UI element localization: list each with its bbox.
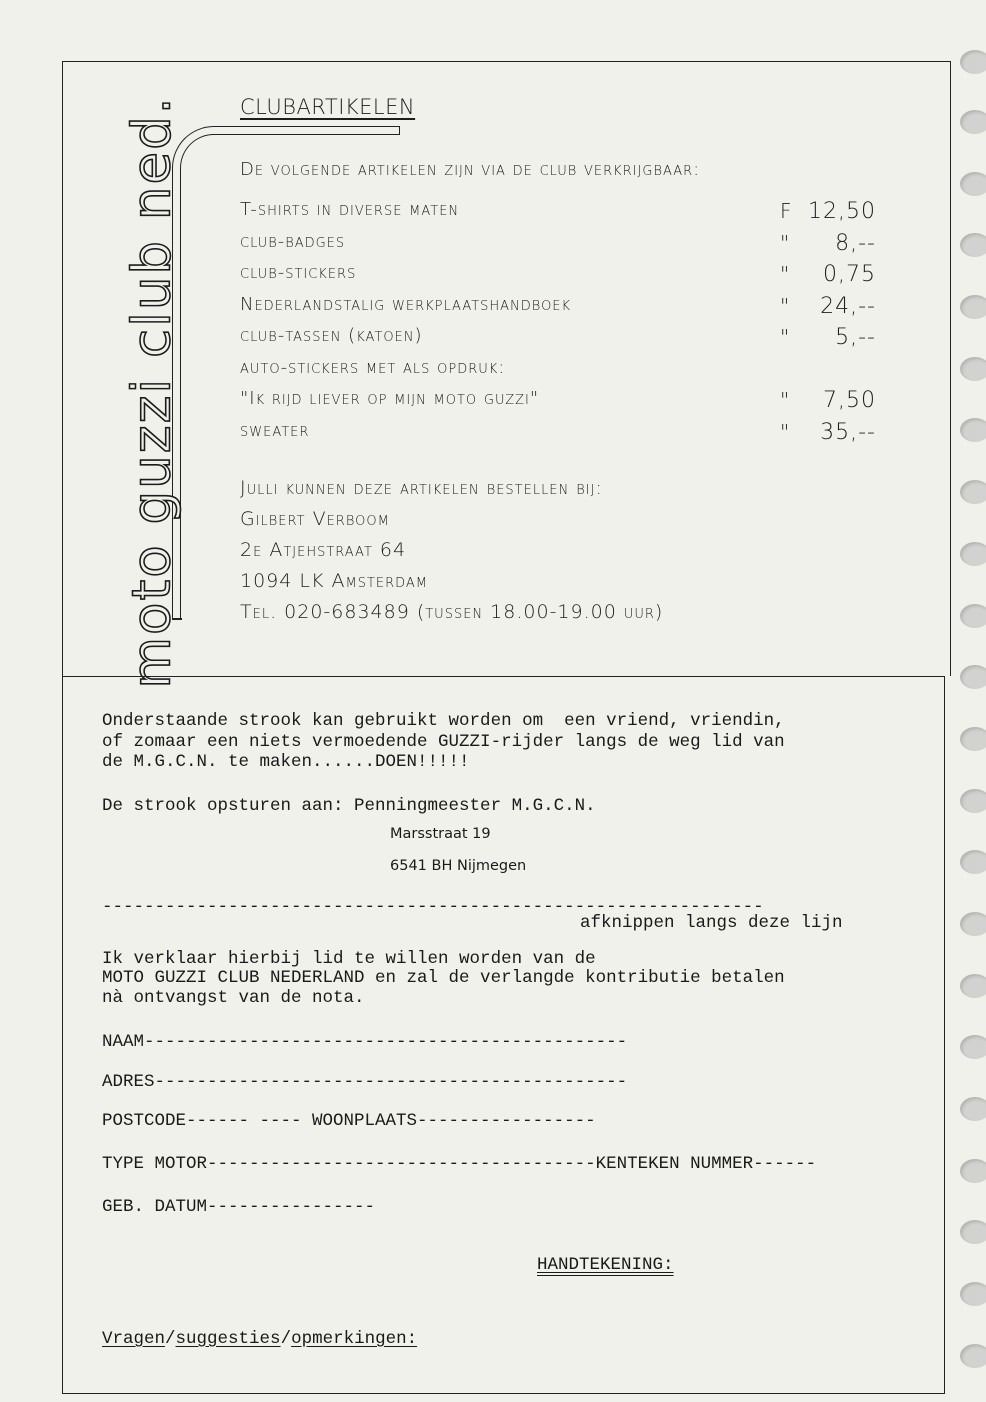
declaration-line: nà ontvangst van de nota. [102, 988, 365, 1008]
handtekening-label[interactable]: HANDTEKENING: [537, 1255, 674, 1275]
list-item [240, 420, 880, 452]
item-name: club-badges [240, 230, 346, 252]
declaration-line: Ik verklaar hierbij lid te willen worden van de [102, 949, 596, 969]
form-intro-line: of zomaar een niets vermoedende GUZZI-rijder langs de weg lid van [102, 732, 785, 752]
item-name: Nederlandstalig werkplaatshandboek [240, 293, 572, 315]
binding-hole-icon [960, 665, 986, 689]
item-price: 7,50 [823, 388, 876, 413]
binding-holes [956, 40, 986, 1402]
contact-name: Gilbert Verboom [240, 508, 390, 530]
vragen-word: Vragen [102, 1329, 166, 1349]
item-currency: " [780, 419, 791, 444]
binding-hole-icon [960, 1344, 986, 1368]
declaration-line: MOTO GUZZI CLUB NEDERLAND en zal de verlangde kontributie betalen [102, 968, 785, 988]
binding-hole-icon [960, 1220, 986, 1244]
binding-hole-icon [960, 789, 986, 813]
binding-hole-icon [960, 850, 986, 874]
item-price: 24,-- [820, 293, 876, 319]
list-item [240, 199, 880, 231]
item-price: 0,75 [823, 262, 876, 287]
item-name: T-shirts in diverse maten [240, 199, 460, 220]
cut-text: afknippen langs deze lijn [580, 913, 843, 933]
articles-intro: De volgende artikelen zijn via de club verkrijgbaar: [240, 159, 701, 180]
binding-hole-icon [960, 172, 986, 196]
binding-hole-icon [960, 110, 986, 134]
item-currency: " [780, 230, 791, 255]
binding-hole-icon [960, 1035, 986, 1059]
item-name: sweater [240, 419, 310, 441]
item-name: club-tassen (katoen) [240, 325, 423, 346]
binding-hole-icon [960, 418, 986, 442]
contact-phone: Tel. 020-683489 (tussen 18.00-19.00 uur) [240, 601, 664, 623]
form-intro-line: Onderstaande strook kan gebruikt worden om een vriend, vriendin, [102, 711, 785, 731]
vragen-label[interactable]: Vragen/suggesties/opmerkingen: [102, 1329, 418, 1349]
list-item [240, 262, 880, 294]
logo-bar-inner [180, 134, 216, 620]
item-name: auto-stickers met als opdruk: [240, 356, 506, 378]
binding-hole-icon [960, 1282, 986, 1306]
binding-hole-icon [960, 974, 986, 998]
send-city: 6541 BH Nijmegen [390, 858, 527, 874]
form-intro-line: de M.G.C.N. te maken......DOEN!!!!! [102, 752, 470, 772]
item-price: 35,-- [820, 419, 876, 445]
binding-hole-icon [960, 295, 986, 319]
order-address [240, 477, 663, 632]
binding-hole-icon [960, 727, 986, 751]
list-item [240, 294, 880, 326]
section-heading: CLUBARTIKELEN [240, 95, 416, 119]
binding-hole-icon [960, 542, 986, 566]
list-item [240, 325, 880, 357]
cut-line: --------------------------------------------------------------- [102, 897, 764, 917]
binding-hole-icon [960, 233, 986, 257]
type-motor-kenteken-field[interactable]: TYPE MOTOR-------------------------------------KENTEKEN NUMMER------ [102, 1154, 817, 1174]
opmerkingen-word: opmerkingen: [291, 1329, 418, 1349]
suggesties-word: suggesties [175, 1329, 281, 1349]
item-currency: " [780, 325, 791, 349]
contact-city: 1094 LK Amsterdam [240, 570, 429, 592]
binding-hole-icon [960, 912, 986, 936]
item-currency: " [780, 293, 791, 318]
item-currency: F [780, 199, 793, 223]
item-price: 8,-- [835, 230, 876, 256]
binding-hole-icon [960, 50, 986, 74]
contact-street: 2e Atjehstraat 64 [240, 539, 407, 561]
adres-field[interactable]: ADRES--------------------------------------------- [102, 1072, 628, 1092]
binding-hole-icon [960, 1159, 986, 1183]
binding-hole-icon [960, 357, 986, 381]
list-item [240, 231, 880, 263]
send-street: Marsstraat 19 [390, 826, 491, 842]
list-item [240, 388, 880, 420]
article-list [240, 199, 880, 451]
club-logo: moto guzzi club ned. [121, 95, 183, 689]
item-name: club-stickers [240, 262, 357, 283]
item-price: 5,-- [835, 325, 876, 350]
item-name: "Ik rijd liever op mijn moto guzzi" [240, 388, 540, 409]
geb-datum-field[interactable]: GEB. DATUM---------------- [102, 1197, 376, 1217]
naam-field[interactable]: NAAM---------------------------------------------- [102, 1032, 628, 1052]
list-item [240, 357, 880, 389]
order-intro: Julli kunnen deze artikelen bestellen bij: [240, 477, 603, 499]
binding-hole-icon [960, 604, 986, 628]
item-currency: " [780, 388, 791, 412]
item-price: 12,50 [808, 199, 876, 224]
item-currency: " [780, 262, 791, 286]
logo-bar-top [212, 126, 400, 135]
binding-hole-icon [960, 1097, 986, 1121]
send-to-label: De strook opsturen aan: Penningmeester M.G.C.N. [102, 796, 596, 816]
postcode-woonplaats-field[interactable]: POSTCODE------ ---- WOONPLAATS----------------- [102, 1111, 596, 1131]
binding-hole-icon [960, 480, 986, 504]
